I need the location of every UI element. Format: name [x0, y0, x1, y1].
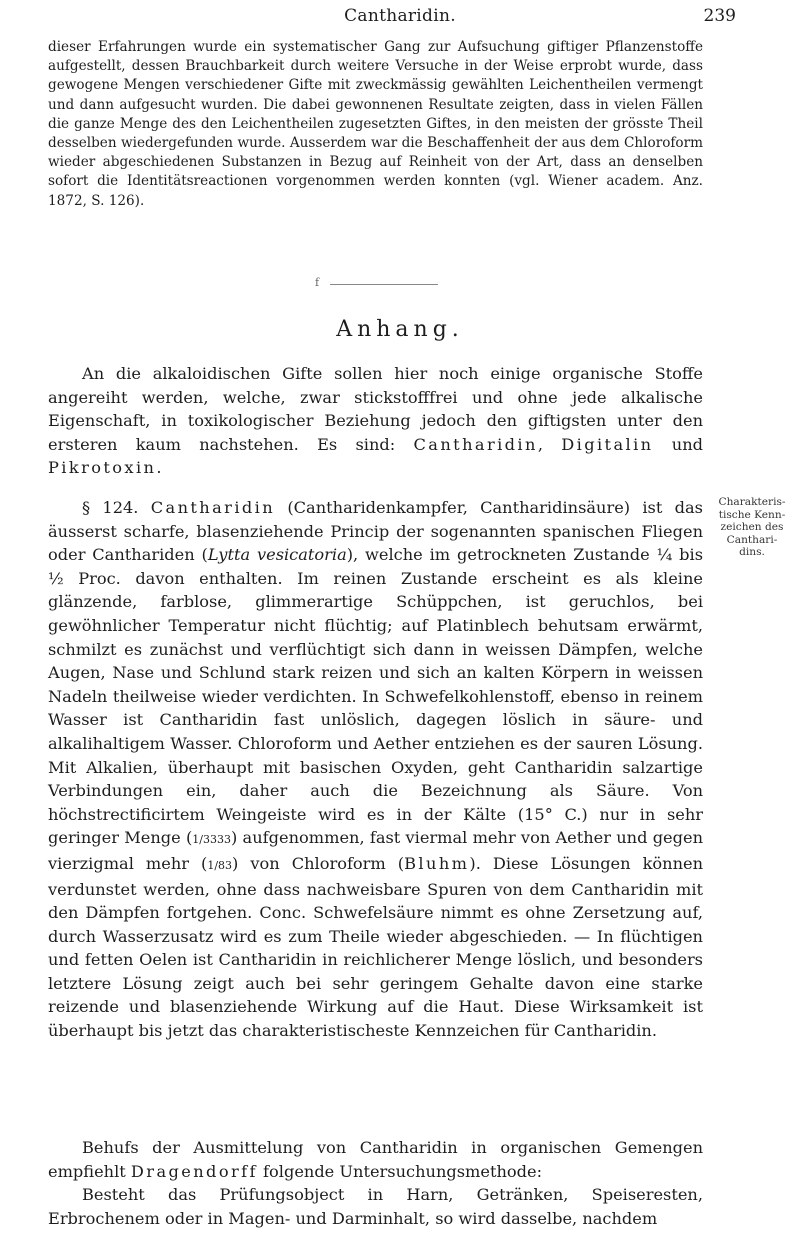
last-paragraph: Besteht das Prüfungsobject in Harn, Getränken, Speiseresten, Erbrochenem oder in Magen- und Darminhalt, so wird dasselbe, nachdem [48, 1185, 703, 1228]
appendix-paragraph [48, 362, 703, 480]
substance-name-pikrotoxin: Pikrotoxin [48, 458, 157, 478]
section-text: ). Diese Lösungen können verdunstet werden, ohne dass nachweisbare Spuren von dem Cantharidin mit den Dämpfen fortgehen. Conc. Schwefelsäure nimmt es ohne Zersetzung auf, durch Wasserzusatz wird es zum Theile wieder abgeschieden. — In flüchtigen und fetten Oelen ist Cantharidin in reichlicherer Menge löslich, und besonders letztere Lösung zeigt auch bei sehr geringem Gehalte davon eine starke reizende und blasenziehende Wirkung auf die Haut. Diese Wirksamkeit ist überhaupt bis jetzt das charakteristischeste Kennzeichen für Cantharidin. [48, 853, 703, 1041]
appendix-text: An die alkaloidischen Gifte sollen hier noch einige organische Stoffe angereiht werden, welche, zwar stickstofffrei und ohne jede alkalische Eigenschaft, in toxikologischer Beziehung jedoch den giftigsten unter den ersteren kaum nachstehen. Es sind: [48, 364, 703, 454]
section-text: ) von Chloroform ( [232, 853, 405, 873]
section-text: ) aufgenommen, fast viermal mehr von Aether und gegen vierzigmal mehr ( [48, 828, 704, 873]
appendix-block [48, 362, 703, 480]
separator-mark: f [315, 276, 320, 289]
intro-paragraph: dieser Erfahrungen wurde ein systematischer Gang zur Aufsuchung giftiger Pflanzenstoffe aufgestellt, dessen Brauchbarkeit durch weitere Versuche in der Weise erprobt wurde, dass gewogene Mengen verschiedener Gifte mit zweckmässig gewählten Leichentheilen vermengt und dann aufgesucht wurden. Die dabei gewonnenen Resultate zeigten, dass in vielen Fällen die ganze Menge des den Leichentheilen zugesetzten Giftes, in den meisten der grösste Theil desselben wiedergefunden wurde. Ausserdem war die Beschaffenheit der aus dem Chloroform wieder abgeschiedenen Substanzen in Bezug auf Reinheit von der Art, dass an denselben sofort die Identitätsreactionen vorgenommen werden konnten (vgl. Wiener academ. Anz. 1872, S. 126). [48, 39, 703, 209]
punct: , [537, 434, 562, 454]
margin-note-line: tische Kenn- [718, 508, 786, 521]
species-name: Lytta vesicatoria [207, 545, 347, 565]
intro-block [48, 38, 703, 211]
conjunction: und [653, 434, 703, 454]
page-number: 239 [703, 6, 736, 26]
section-heading: Anhang. [336, 317, 464, 342]
margin-note [705, 496, 799, 559]
method-block [48, 1136, 703, 1230]
punct: . [156, 458, 162, 478]
margin-note-line: zeichen des [720, 521, 784, 534]
margin-note-line: dins. [739, 546, 765, 559]
method-text: folgende Untersuchungsmethode: [257, 1161, 543, 1181]
section-text: ), welche im getrockneten Zustande ¼ bis ½ Proc. davon enthalten. Im reinen Zustande erscheint es als kleine glänzende, farblose, glimmerartige Schüppchen, ist geruchlos, bei gewöhnlicher Temperatur nicht flüchtig; auf Platinblech behutsam erwärmt, schmilzt es zunächst und verflüchtigt sich dann in weissen Dämpfen, welche Augen, Nase und Schlund stark reizen und sich an kalten Körpern in weissen Nadeln theilweise wieder verdichten. In Schwefelkohlenstoff, ebenso in reinem Wasser ist Cantharidin fast unlöslich, dagegen löslich in säure- und alkalihaltigem Wasser. Chloroform und Aether entziehen es der sauren Lösung. Mit Alkalien, überhaupt mit basischen Oxyden, geht Cantharidin salzartige Verbindungen ein, daher auch die Bezeichnung als Säure. Von höchstrectificirtem Weingeiste wird es in der Kälte (15° C.) nur in sehr geringer Menge ( [48, 545, 703, 848]
fraction: 1/3333 [192, 833, 231, 847]
section-number: § 124. [82, 498, 151, 517]
method-text: Behufs der Ausmittelung von Cantharidin in organischen Gemengen empfiehlt [48, 1138, 703, 1181]
author-name: Bluhm [404, 853, 470, 873]
section-124-block [48, 496, 703, 1043]
section-text: (Cantharidenkampfer, Cantharidinsäure) ist das äusserst scharfe, blasenziehende Princip der sogenannten spanischen Fliegen oder Canthariden ( [48, 498, 703, 565]
page-header [0, 6, 800, 28]
separator-line [330, 284, 438, 285]
substance-name-digitalin: Digitalin [561, 434, 654, 454]
section-124-paragraph [48, 496, 703, 1043]
author-name: Dragendorff [130, 1161, 258, 1181]
fraction: 1/83 [207, 858, 233, 872]
margin-note-line: Charakteris- [718, 496, 786, 508]
method-paragraph [48, 1136, 703, 1183]
section-title: Cantharidin [150, 498, 276, 517]
margin-note-line: Canthari- [726, 533, 778, 546]
running-title: Cantharidin. [344, 6, 456, 26]
substance-name-cantharidin: Cantharidin [413, 434, 538, 454]
